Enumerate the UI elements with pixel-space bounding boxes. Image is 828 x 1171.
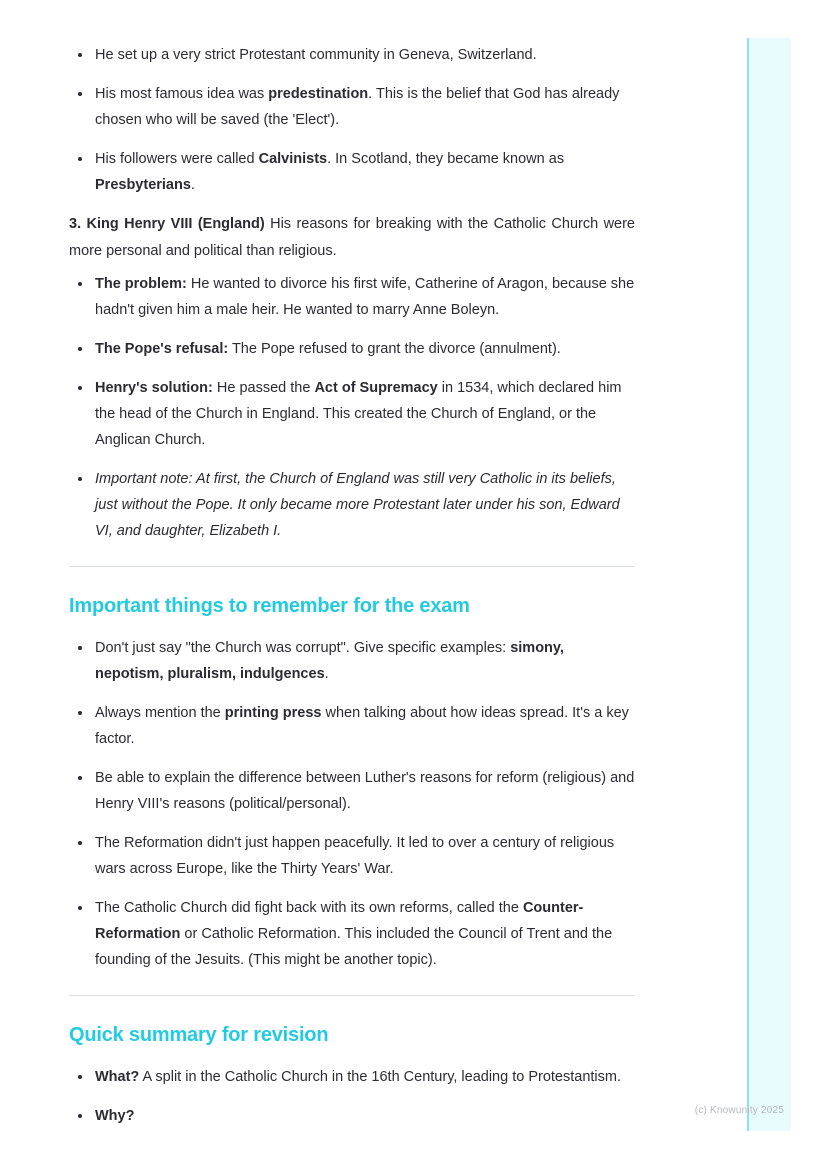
copyright-watermark: (c) Knowunity 2025 xyxy=(694,1105,784,1116)
text-run: or Catholic Reformation. This included the Council of Trent and the founding of the Jesuits. (This might be another topic). xyxy=(95,926,613,968)
text-run: He wanted to divorce his first wife, Catherine of Aragon, because she hadn't given him a male heir. He wanted to marry Anne Boleyn. xyxy=(95,276,635,318)
text-run-bold: Presbyterians xyxy=(95,177,191,193)
text-run: . xyxy=(190,177,195,193)
list-item xyxy=(69,42,635,68)
document-blocks xyxy=(69,42,635,1129)
list-item xyxy=(69,336,635,362)
text-run: His reasons for breaking with the Catholic Church were more personal and political than religious. xyxy=(69,216,635,259)
text-run: He set up a very strict Protestant community in Geneva, Switzerland. xyxy=(95,47,537,63)
list-item xyxy=(69,1064,635,1090)
text-run-bold: The problem: xyxy=(95,276,187,292)
text-run: . In Scotland, they became known as xyxy=(327,151,565,167)
text-run: The Catholic Church did fight back with its own reforms, called the xyxy=(95,900,523,916)
bullet-list xyxy=(69,271,635,544)
bullet-list xyxy=(69,42,635,198)
text-run-bold: What? xyxy=(95,1069,140,1085)
section-divider xyxy=(69,995,635,996)
text-run: . xyxy=(324,666,329,682)
list-item xyxy=(69,765,635,817)
text-run-bold: Henry's solution: xyxy=(95,380,213,396)
text-run: His most famous idea was xyxy=(95,86,269,102)
page-side-panel xyxy=(747,38,791,1131)
text-run: Always mention the xyxy=(95,705,225,721)
text-run-bold: predestination xyxy=(268,86,369,102)
text-run-bold: 3. King Henry VIII (England) xyxy=(69,216,265,232)
bullet-list xyxy=(69,635,635,973)
text-run-bold: printing press xyxy=(224,705,322,721)
text-run: The Pope refused to grant the divorce (annulment). xyxy=(228,341,561,357)
section-heading: Quick summary for revision xyxy=(69,1024,329,1046)
text-run: in 1534, which declared him the head of the Church in England. This created the Church of England, or the Anglican Church. xyxy=(95,380,622,448)
list-item xyxy=(69,700,635,752)
list-item xyxy=(69,146,635,198)
list-item xyxy=(69,81,635,133)
text-run-bold: simony, nepotism, pluralism, indulgences xyxy=(95,640,564,682)
text-run: The Reformation didn't just happen peacefully. It led to over a century of religious wars across Europe, like the Thirty Years' War. xyxy=(95,835,615,877)
text-run-bold: Calvinists xyxy=(258,151,328,167)
list-item xyxy=(69,635,635,687)
text-run: when talking about how ideas spread. It's a key factor. xyxy=(95,705,629,747)
text-run-bold: The Pope's refusal: xyxy=(95,341,229,357)
list-item xyxy=(69,830,635,882)
section-divider xyxy=(69,566,635,567)
text-run: Be able to explain the difference between Luther's reasons for reform (religious) and Henry VIII's reasons (political/personal). xyxy=(95,770,635,812)
list-item xyxy=(69,375,635,453)
paragraph xyxy=(69,211,635,265)
text-run-italic: Important note: At first, the Church of England was still very Catholic in its beliefs, just without the Pope. It only became more Protestant later under his son, Edward VI, and daughter, Elizabeth I. xyxy=(95,471,620,539)
section-heading: Important things to remember for the exam xyxy=(69,595,470,617)
text-run: Don't just say "the Church was corrupt". Give specific examples: xyxy=(95,640,511,656)
bullet-list xyxy=(69,1064,635,1129)
document-content xyxy=(69,38,635,1142)
text-run-bold: Act of Supremacy xyxy=(314,380,438,396)
list-item xyxy=(69,1103,635,1129)
text-run: A split in the Catholic Church in the 16th Century, leading to Protestantism. xyxy=(139,1069,622,1085)
text-run: He passed the xyxy=(212,380,315,396)
list-item xyxy=(69,466,635,544)
text-run: . This is the belief that God has already chosen who will be saved (the 'Elect'). xyxy=(95,86,620,128)
list-item xyxy=(69,895,635,973)
list-item xyxy=(69,271,635,323)
text-run-bold: Counter-Reformation xyxy=(95,900,584,942)
text-run-bold: Why? xyxy=(95,1108,135,1124)
text-run: His followers were called xyxy=(95,151,259,167)
